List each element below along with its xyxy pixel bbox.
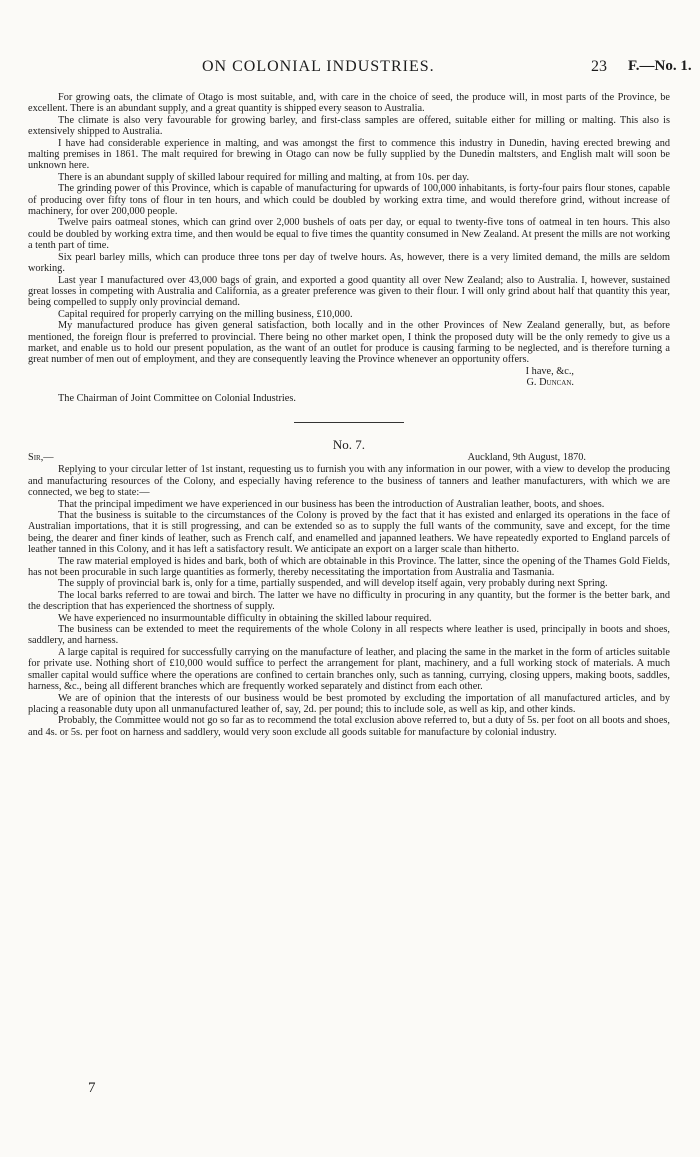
paragraph: The raw material employed is hides and bark, both of which are obtainable in this Province. The latter, since the opening of the Thames Gold Fields, has not been procurable in such large quantities as formerly, thereby necessitating the importation from Australia and Tasmania.: [28, 555, 670, 579]
page-body: [28, 92, 670, 738]
salutation: Sir,—: [28, 452, 54, 464]
paragraph: The climate is also very favourable for growing barley, and first-class samples are offered, suitable either for milling or malting. This also is extensively shipped to Australia.: [28, 114, 670, 138]
paragraph: Capital required for properly carrying on the milling business, £10,000.: [58, 308, 353, 320]
paragraph: There is an abundant supply of skilled labour required for milling and malting, at from 10s. per day.: [58, 171, 470, 183]
letter-6: [28, 92, 670, 404]
paragraph: The business can be extended to meet the requirements of the whole Colony in all respects where leather is used, principally in boots and shoes, saddlery, and harness.: [28, 624, 670, 647]
paragraph: Last year I manufactured over 43,000 bags of grain, and exported a good quantity all over New Zealand; also to Australia. I, however, sustained great losses in competing with Australia and California, as a greater preference was given to their flour. I will only grind about half that quantity this year, being compelled to supply only provincial demand.: [28, 274, 670, 309]
paragraph: Replying to your circular letter of 1st instant, requesting us to furnish you with any information in our power, with a view to develop the producing and manufacturing resources of the Colony, and especially having reference to the business of tanners and leather manufacturers, with which we are connected, we beg to state:—: [28, 464, 670, 499]
paragraph: We have experienced no insurmountable difficulty in obtaining the skilled labour required.: [58, 612, 432, 624]
running-head: [0, 58, 700, 82]
signature: G. Duncan.: [526, 377, 574, 389]
salutation-line: [28, 452, 670, 464]
paragraph: The local barks referred to are towai and birch. The latter we have no difficulty in procuring in any quantity, but the former is the better bark, and the description that has experienced the shortness of supply.: [28, 589, 670, 613]
paragraph: That the principal impediment we have experienced in our business has been the introduction of Australian leather, boots, and shoes.: [58, 498, 605, 510]
letter-7: [28, 436, 670, 738]
closing: I have, &c.,: [525, 365, 574, 377]
running-title: ON COLONIAL INDUSTRIES.: [202, 58, 435, 75]
signature-mark: 7: [88, 1080, 96, 1096]
dateline: Auckland, 9th August, 1870.: [467, 452, 586, 464]
document-reference: F.—No. 1.: [628, 58, 692, 74]
paragraph: The supply of provincial bark is, only for a time, partially suspended, and will develop itself again, very probably during next Spring.: [58, 578, 608, 590]
paragraph: The grinding power of this Province, which is capable of manufacturing for upwards of 100,000 inhabitants, is forty-four pairs flour stones, capable of producing over fifty tons of flour in ten hours, and which could be doubled by working extra time, and would therefore grind, without increase of machinery, for over 200,000 people.: [28, 183, 670, 218]
paragraph: Probably, the Committee would not go so far as to recommend the total exclusion above referred to, but a duty of 5s. per foot on all boots and shoes, and 4s. or 5s. per foot on harness and saddlery, would very soon exclude all goods suitable for manufacture by colonial industry.: [28, 715, 670, 738]
paragraph: My manufactured produce has given general satisfaction, both locally and in the other Provinces of New Zealand generally, but, as before mentioned, the foreign flour is preferred to provincial. There being no other market open, I think the proposed duty will be the only remedy to give us a market, and enable us to hold our present population, as the want of an outlet for produce is causing farming to be neglected, and is therefore turning a great number of men out of employment, and they are consequently leaving the Province whenever an opportunity offers.: [28, 320, 670, 366]
paragraph: For growing oats, the climate of Otago is most suitable, and, with care in the choice of seed, the produce will, in most parts of the Province, be excellent. There is an abundant supply, and a great quantity is shipped every season to Australia.: [28, 92, 670, 115]
addressee: The Chairman of Joint Committee on Colonial Industries.: [58, 392, 296, 404]
section-divider: [294, 422, 404, 423]
page-number: 23: [591, 58, 607, 75]
paragraph: Six pearl barley mills, which can produce three tons per day of twelve hours. As, however, there is a very limited demand, the mills are seldom working.: [28, 251, 670, 275]
paragraph: A large capital is required for successfully carrying on the manufacture of leather, and placing the same in the market in the form of articles suitable for private use. Nothing short of £10,000 would suffice to perfect the arrangement for plant, machinery, and a full working stock of materials. A much smaller capital would suffice where the operations are confined to certain branches only, such as tanning, currying, closing uppers, making boots, saddles, harness, &c., being all different branches which are frequently worked separately and distinct from each other.: [28, 646, 670, 693]
paragraph: Twelve pairs oatmeal stones, which can grind over 2,000 bushels of oats per day, or equal to twenty-five tons of oatmeal in ten hours. This also could be doubled by working extra time, and then would be equal to five times the quantity consumed in New Zealand. At present the mills are not working a tenth part of time.: [28, 217, 670, 252]
letter-number: No. 7.: [332, 436, 366, 452]
paragraph: That the business is suitable to the circumstances of the Colony is proved by the fact that it has existed and enlarged its operations in the face of Australian importations, that it is still progressing, and can be extended so as to supply the full wants of the community, save and except, for the time being, the dearer and finer kinds of leather, such as French calf, and enamelled and japanned leathers. We have repeatedly exported to England parcels of leather tanned in this Colony, and it has left a satisfactory result. We anticipate an export on a larger scale than hitherto.: [28, 510, 670, 556]
paragraph: We are of opinion that the interests of our business would be best promoted by excluding the importation of all manufactured articles, and by placing a reasonable duty upon all unmanufactured leather of, say, 2d. per pound; this to include sole, as well as kip, and other kinds.: [28, 692, 670, 715]
paragraph: I have had considerable experience in malting, and was amongst the first to commence this industry in Dunedin, having erected brewing and malting premises in 1861. The malt required for brewing in Otago can now be fully supplied by the Dunedin maltsters, and English malt will soon be unknown here.: [28, 137, 670, 172]
